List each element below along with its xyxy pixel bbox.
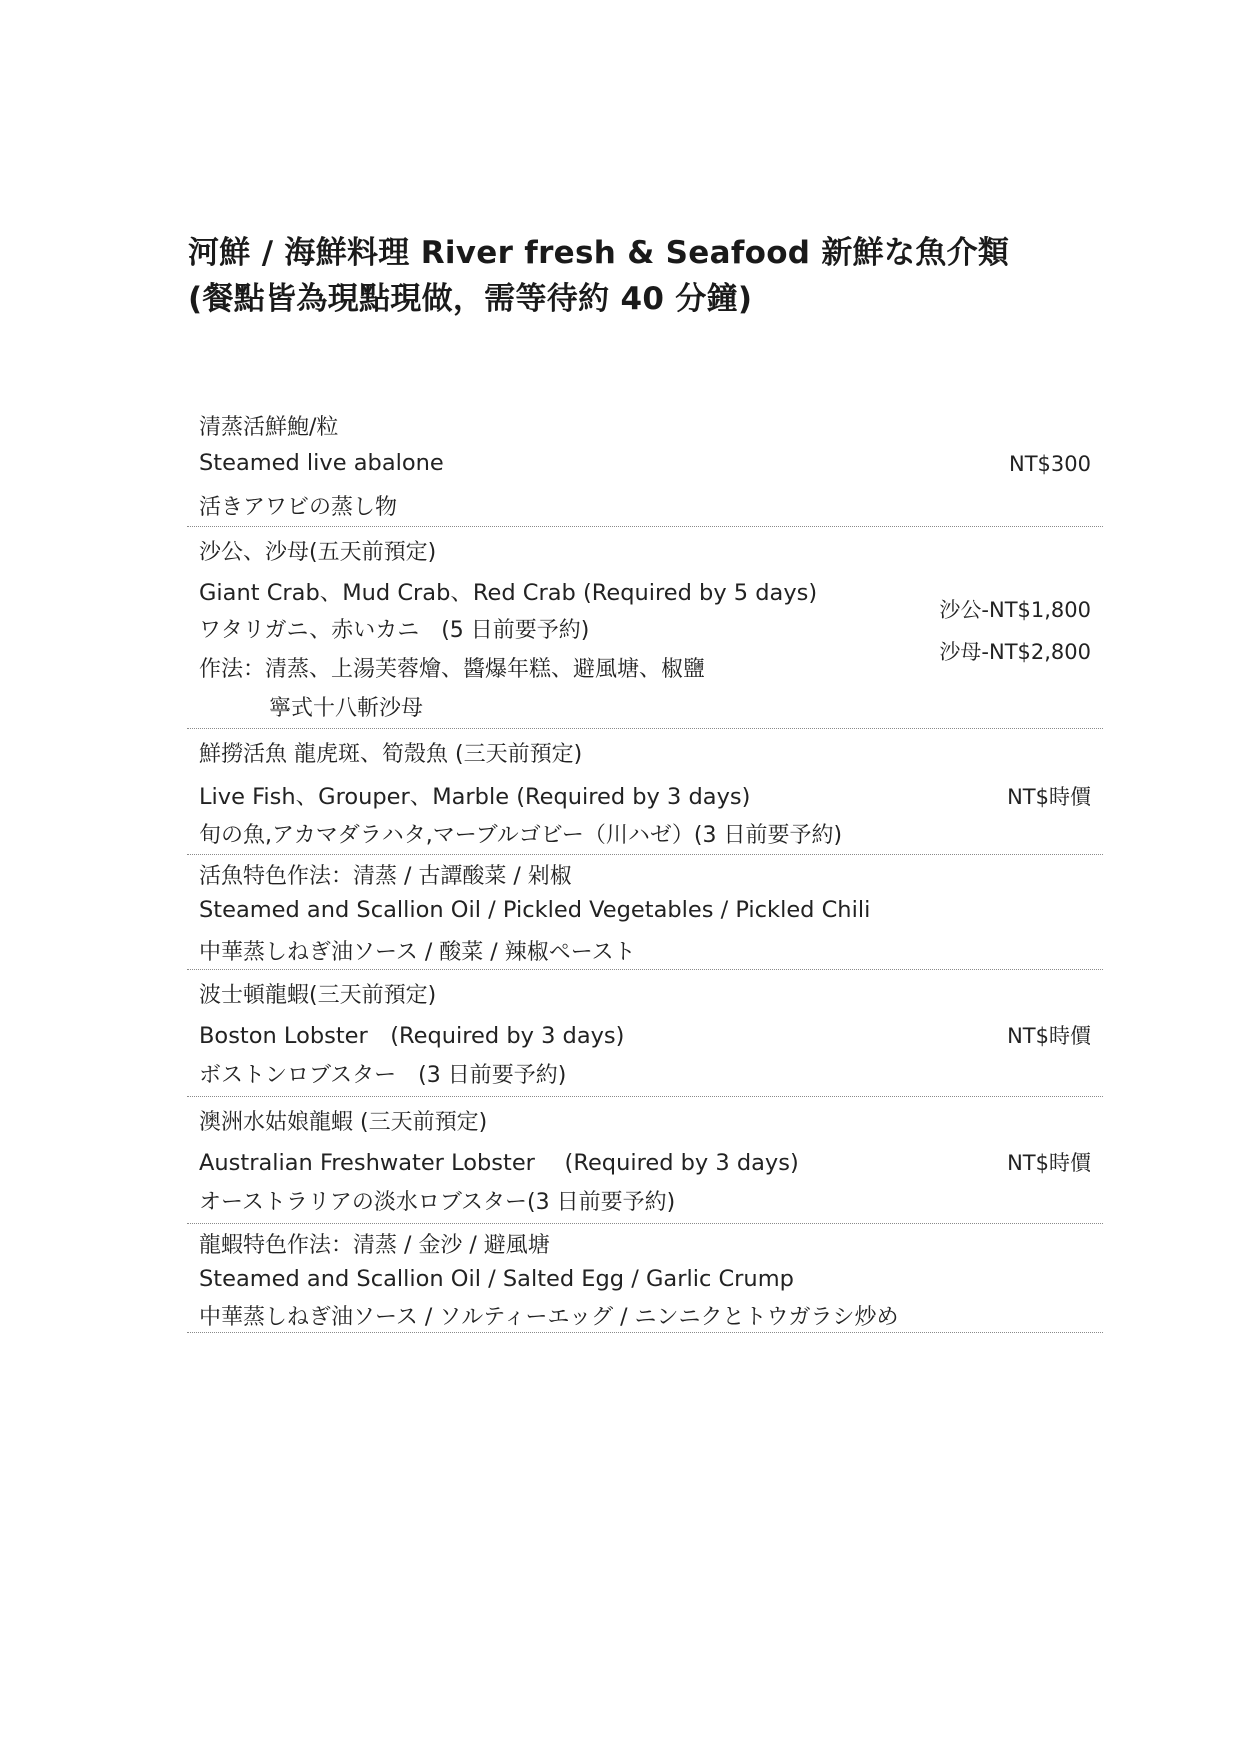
- item-name-en: Australian Freshwater Lobster (Required by 3 days): [199, 1150, 799, 1176]
- menu-item-australian-lobster: [187, 1097, 1103, 1224]
- method-ja: 中華蒸しねぎ油ソース / 酸菜 / 辣椒ペースト: [199, 940, 636, 965]
- menu-item-boston-lobster: [187, 970, 1103, 1097]
- method-zh: 活魚特色作法：清蒸 / 古譚酸菜 / 剁椒: [199, 864, 572, 889]
- item-methods: 作法：清蒸、上湯芙蓉燴、醬爆年糕、避風塘、椒鹽: [199, 657, 706, 682]
- item-methods-cont: 寧式十八斬沙母: [269, 696, 424, 721]
- menu-item-lobster-methods: [187, 1224, 1103, 1333]
- item-price: NT$時價: [1007, 1151, 1091, 1175]
- item-name-en: Boston Lobster (Required by 3 days): [199, 1023, 625, 1049]
- method-en: Steamed and Scallion Oil / Salted Egg / Garlic Crump: [199, 1266, 794, 1292]
- method-ja: 中華蒸しねぎ油ソース / ソルティーエッグ / ニンニクとトウガラシ炒め: [199, 1305, 899, 1330]
- item-name-en: Steamed live abalone: [199, 450, 444, 476]
- item-name-zh: 波士頓龍蝦(三天前預定): [199, 983, 437, 1008]
- item-price: NT$300: [1009, 452, 1091, 476]
- item-name-zh: 沙公、沙母(五天前預定): [199, 540, 437, 565]
- item-price: NT$時價: [1007, 785, 1091, 809]
- menu-item-abalone: [187, 402, 1103, 527]
- item-name-zh: 澳洲水姑娘龍蝦 (三天前預定): [199, 1110, 488, 1135]
- method-zh: 龍蝦特色作法：清蒸 / 金沙 / 避風塘: [199, 1233, 550, 1258]
- item-name-ja: ボストンロブスター (3 日前要予約): [199, 1063, 567, 1088]
- item-name-en: Giant Crab、Mud Crab、Red Crab (Required by 5 days): [199, 580, 818, 606]
- item-name-ja: 旬の魚,アカマダラハタ,マーブルゴビー（川ハゼ）(3 日前要予約): [199, 823, 843, 848]
- item-name-zh: 清蒸活鮮鮑/粒: [199, 415, 339, 440]
- item-price: NT$時價: [1007, 1024, 1091, 1048]
- menu-list: [187, 402, 1103, 1333]
- menu-title: [188, 230, 1088, 322]
- menu-item-fish-methods: [187, 855, 1103, 970]
- method-en: Steamed and Scallion Oil / Pickled Vegetables / Pickled Chili: [199, 897, 871, 923]
- item-name-ja: オーストラリアの淡水ロブスター(3 日前要予約): [199, 1190, 676, 1215]
- item-price-female: 沙母-NT$2,800: [939, 640, 1091, 664]
- item-name-zh: 鮮撈活魚 龍虎斑、筍殼魚 (三天前預定): [199, 742, 583, 767]
- item-price-male: 沙公-NT$1,800: [939, 598, 1091, 622]
- menu-item-crab: [187, 527, 1103, 729]
- title-line-1: 河鮮 / 海鮮料理 River fresh & Seafood 新鮮な魚介類: [188, 235, 1010, 271]
- title-line-2: (餐點皆為現點現做，需等待約 40 分鐘): [188, 281, 753, 317]
- item-name-ja: 活きアワビの蒸し物: [199, 495, 398, 520]
- item-name-en: Live Fish、Grouper、Marble (Required by 3 days): [199, 784, 751, 810]
- menu-item-live-fish: [187, 729, 1103, 855]
- item-name-ja: ワタリガニ、赤いカニ (5 日前要予約): [199, 618, 590, 643]
